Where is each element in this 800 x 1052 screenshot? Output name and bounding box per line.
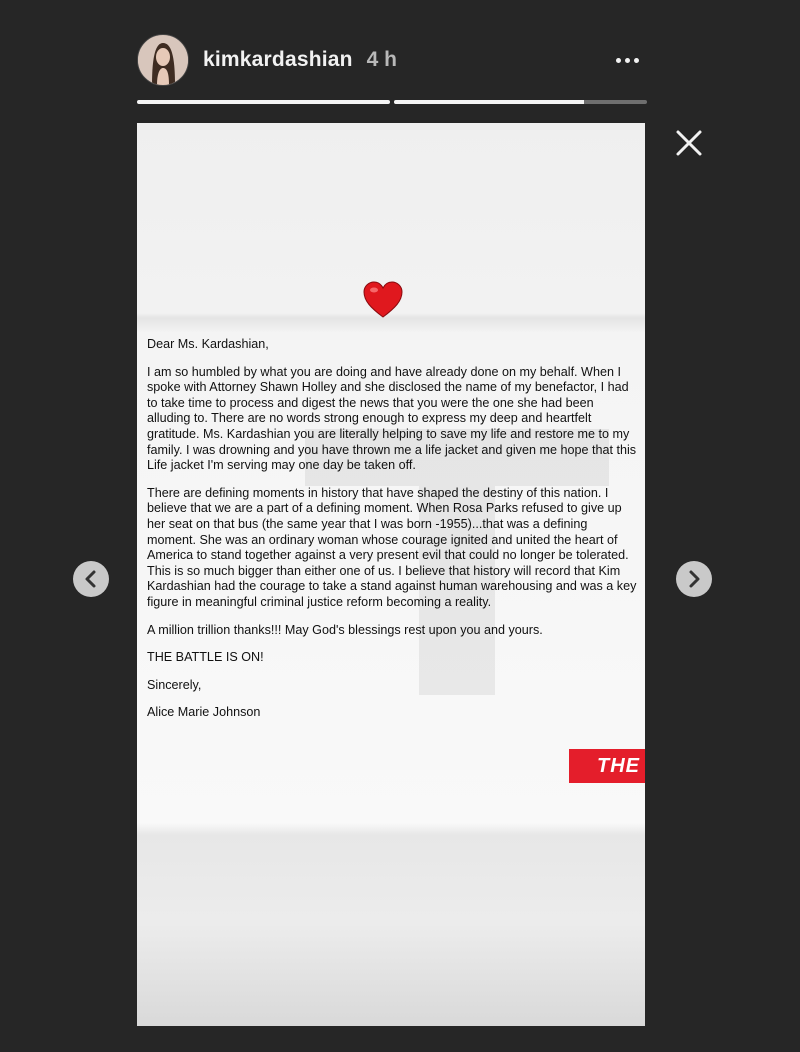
more-options-icon [616,58,639,63]
next-story-button[interactable] [676,561,712,597]
close-icon [670,124,708,162]
letter [147,337,637,733]
progress-segment [137,100,390,104]
username[interactable]: kimkardashian [203,48,353,71]
letter-paragraph: I am so humbled by what you are doing and have already done on my behalf. When I spoke with Attorney Shawn Holley and she disclosed the name of my benefactor, I had to take time to process and digest the news that you were the one she had been alluding to. There are no words strong enough to express my deep and heartfelt gratitude. Ms. Kardashian you are literally helping to save my life and restore me to my family. I was drowning and you have thrown me a life jacket and given me hope that this Life jacket I'm serving may one day be taken off. [147,364,637,473]
chevron-left-icon [73,561,109,597]
progress-fill [137,100,390,104]
profile-avatar[interactable] [137,34,189,86]
letter-closing: Sincerely, [147,677,202,692]
previous-story-button[interactable] [73,561,109,597]
red-heart-icon [363,281,403,319]
post-timestamp: 4 h [366,48,398,71]
story-progress [137,100,647,104]
letter-paragraph: There are defining moments in history that have shaped the destiny of this nation. I believe that we are a part of a defining moment. When Rosa Parks refused to give up her seat on that bus (the same year that I was born -1955)...that was a defining moment. She was an ordinary woman whose courage ignited and united the heart of America to stand together against a very present evil that could no longer be tolerated. This is so much bigger than either one of us. I believe that history will record that Kim Kardashian had the courage to take a stand against human warehousing and was a key figure in meaningful criminal justice reform becoming a reality. [147,485,637,609]
letter-signature: Alice Marie Johnson [147,705,261,720]
tmz-badge: THE [569,749,645,783]
more-options-button[interactable] [607,40,647,80]
close-button[interactable] [670,124,708,162]
progress-segment [394,100,647,104]
letter-salutation: Dear Ms. Kardashian, [147,337,269,351]
avatar-image [138,35,188,85]
story-content[interactable] [137,123,645,1026]
chevron-right-icon [676,561,712,597]
letter-thanks: A million trillion thanks!!! May God's blessings rest upon you and yours. [147,622,543,637]
letter-battle: THE BATTLE IS ON! [147,650,264,665]
story-header [137,32,647,88]
progress-fill [394,100,584,104]
